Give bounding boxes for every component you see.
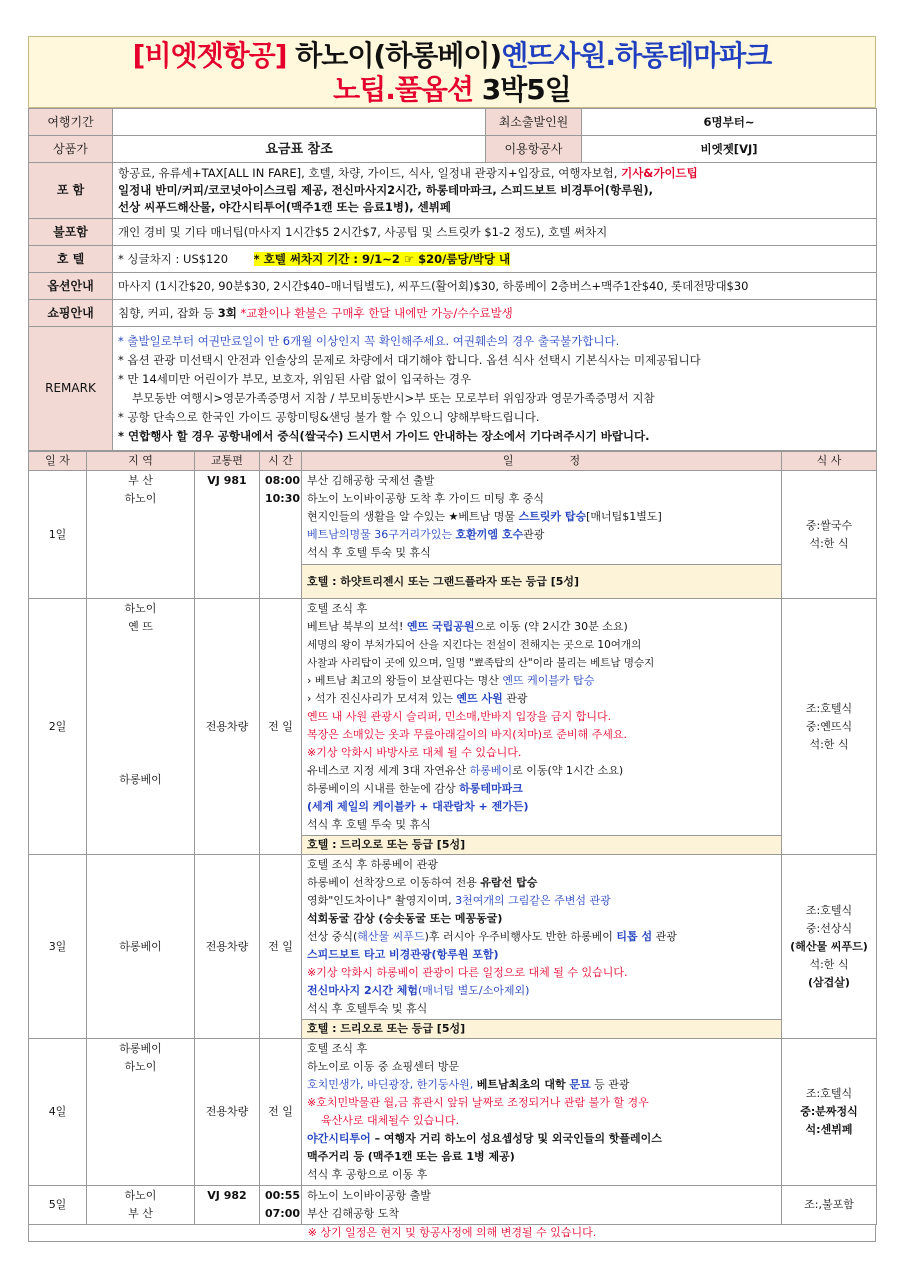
title-airline: [비엣젯항공]	[132, 39, 287, 72]
exclude-label: 불포함	[29, 219, 113, 246]
day4-tour: 등 관광	[590, 1078, 630, 1091]
day4-citytour: 야간시티투어	[307, 1132, 371, 1145]
day2-region-3: 하롱베이	[119, 773, 162, 786]
day1-schedule	[302, 471, 782, 565]
day1-time-2: 10:30	[265, 492, 301, 505]
day1-line-3: 현지인들의 생활을 알 수있는 ★베트남 명물	[307, 510, 519, 523]
day3-titop: 티톱 섬	[616, 930, 653, 943]
day4-transport: 전용차량	[195, 1039, 260, 1186]
day1-meal-2: 석:한 식	[809, 536, 849, 550]
day3-line-3: 영화"인도차이나" 촬영지이며,	[307, 894, 456, 907]
day3-massage: 전신마사지 2시간 체험	[307, 984, 418, 997]
day3-meal-3: (해산물 씨푸드)	[790, 939, 868, 953]
day3-meal-2: 중:선상식	[805, 921, 853, 935]
header-meal: 식 사	[782, 452, 877, 471]
day2-line-9: ※기상 악화시 바방사로 대체 될 수 있습니다.	[307, 746, 522, 759]
day3-schedule	[302, 855, 782, 1020]
day3-massage-note: (매너팁 별도/소아제외)	[417, 984, 530, 997]
info-table	[28, 108, 877, 451]
day2-themepark: 하롱테마파크	[459, 782, 523, 795]
day2-line-1: 호텔 조식 후	[307, 602, 368, 615]
day3-line-9: 석식 후 호텔투숙 및 휴식	[307, 1002, 428, 1015]
day1-line-1: 부산 김해공항 국제선 출발	[307, 474, 435, 487]
day2-transport: 전용차량	[195, 599, 260, 855]
min-value: 6명부터~	[582, 109, 877, 136]
page	[28, 36, 876, 1242]
day2-temple-tour: 관광	[502, 692, 528, 705]
day2-line-10: 유네스코 지정 세계 3대 자연유산	[307, 764, 470, 777]
day2-cablecar: 옌뜨 케이블카 탑승	[502, 674, 595, 687]
day3-meal-5: (삼겹살)	[808, 975, 850, 989]
shop-count: 3회	[217, 305, 237, 320]
day3-cruise: 유람선 탑승	[480, 876, 538, 889]
day1-lake: 호환끼엠 호수	[455, 528, 524, 541]
hotel-surcharge: * 호텔 써차지 기간 : 9/1~2 ☞ $20/룸당/박당 내	[253, 251, 511, 266]
day2-label: 2일	[29, 599, 87, 855]
day4-munmyo: 문묘	[569, 1078, 591, 1091]
day1-line-5: 석식 후 호텔 투숙 및 휴식	[307, 546, 431, 559]
day1-meal-1: 중:쌀국수	[805, 518, 853, 532]
day3-line-4: 석회동굴 감상 (승솟동굴 또는 메꽁동굴)	[307, 912, 503, 925]
include-line-2: 일정내 반미/커피/코코넛아이스크림 제공, 전신마사지2시간, 하롱테마파크, 스피드보트 비경투어(항루원),	[118, 183, 653, 197]
day2-line-12: (세계 제일의 케이블카 + 대관람차 + 젠가든)	[307, 800, 529, 813]
day3-titop-tour: 관광	[652, 930, 677, 943]
hotel-label: 호 텔	[29, 246, 113, 273]
day1-line-4: 베트남의명물 36구거리가있는	[307, 528, 456, 541]
min-label: 최소출발인원	[486, 109, 582, 136]
footer-note: ※ 상기 일정은 현지 및 항공사정에 의해 변경될 수 있습니다.	[28, 1225, 876, 1242]
remark-line-6: * 연합행사 할 경우 공항내에서 중식(쌀국수) 드시면서 가이드 안내하는 장소에서 기다려주시기 바랍니다.	[118, 428, 650, 443]
day2-meal-3: 석:한 식	[809, 737, 849, 751]
header-schedule: 일 정	[302, 452, 782, 471]
day1-label: 1일	[29, 471, 87, 599]
shop-note: *교환이나 환불은 구매후 한달 내에만 가능/수수료발생	[236, 305, 513, 320]
day3-line-6: 스피드보트 타고 비경관광(항루원 포함)	[307, 948, 499, 961]
day3-line-7: ※기상 악화시 하롱베이 관광이 다른 일정으로 대체 될 수 있습니다.	[307, 966, 628, 979]
period-label: 여행기간	[29, 109, 113, 136]
day2-time: 전 일	[260, 599, 302, 855]
include-line-3: 선상 씨푸드해산물, 야간시티투어(맥주1캔 또는 음료1병), 센뷔페	[118, 200, 451, 214]
remark-value	[113, 327, 877, 451]
day3-region: 하롱베이	[87, 855, 195, 1039]
hotel-single: * 싱글차지 : US$120	[118, 251, 229, 266]
day4-meals	[782, 1039, 877, 1186]
day4-region	[87, 1039, 195, 1186]
day2-halong-move: 로 이동(약 1시간 소요)	[512, 764, 624, 777]
day4-line-2: 하노이로 이동 중 쇼핑센터 방문	[307, 1060, 460, 1073]
hotel-value	[113, 246, 877, 273]
day2-line-8: 복장은 소매있는 옷과 무릎아래길이의 바지(치마)로 준비해 주세요.	[307, 728, 627, 741]
day2-line-5: › 베트남 최고의 왕들이 보살핀다는 명산	[307, 674, 503, 687]
include-label: 포 함	[29, 163, 113, 219]
day2-meal-1: 조:호텔식	[805, 701, 853, 715]
itinerary-table	[28, 451, 877, 1225]
day2-schedule	[302, 599, 782, 836]
header-time: 시 간	[260, 452, 302, 471]
shop-items: 침향, 커피, 잡화 등	[118, 305, 218, 320]
remark-line-4: 부모동반 여행시>영문가족증명서 지참 / 부모비동반시>부 또는 모로부터 위임장과 영문가족증명서 지참	[132, 390, 655, 405]
day1-region	[87, 471, 195, 599]
day3-line-5: 선상 중식(	[307, 930, 358, 943]
header-region: 지 역	[87, 452, 195, 471]
include-line-1: 항공료, 유류세+TAX[ALL IN FARE], 호텔, 차량, 가이드, 식사, 일정내 관광지+입장료, 여행자보험,	[118, 166, 622, 180]
day5-line-1: 하노이 노이바이공항 출발	[307, 1189, 431, 1202]
day4-time: 전 일	[260, 1039, 302, 1186]
day4-line-6: – 여행자 거리 하노이 성요셉성당 및 외국인들의 핫플레이스	[370, 1132, 662, 1145]
header-day: 일 자	[29, 452, 87, 471]
shop-value	[113, 300, 877, 327]
day3-meal-1: 조:호텔식	[805, 903, 853, 917]
day4-line-1: 호텔 조식 후	[307, 1042, 368, 1055]
day4-line-7: 맥주거리 등 (맥주1캔 또는 음료 1병 제공)	[307, 1150, 515, 1163]
include-value	[113, 163, 877, 219]
day3-islands: 3천여개의 그림같은 주변섬 관광	[455, 894, 611, 907]
day5-transport: VJ 982	[195, 1186, 260, 1225]
day3-time: 전 일	[260, 855, 302, 1039]
day5-schedule	[302, 1186, 782, 1225]
exclude-value: 개인 경비 및 기타 매너팁(마사지 1시간$5 2시간$7, 사공팁 및 스트릿카 $1-2 정도), 호텔 써차지	[113, 219, 877, 246]
title-highlight: 옌뜨사원.하롱테마파크	[501, 39, 772, 72]
day1-line-2: 하노이 노이바이공항 도착 후 가이드 미팅 후 중식	[307, 492, 544, 505]
day5-region	[87, 1186, 195, 1225]
day2-meals	[782, 599, 877, 855]
day2-move: 으로 이동 (약 2시간 30분 소요)	[474, 620, 628, 633]
title-duration: 3박5일	[473, 73, 571, 106]
include-tip: 기사&가이드팁	[621, 166, 698, 180]
day2-line-4: 사찰과 사리탑이 곳에 있으며, 일명 "뾰족탑의 산"이라 불리는 베트남 명승지	[307, 657, 655, 669]
day3-transport: 전용차량	[195, 855, 260, 1039]
day2-temple: 옌뜨 사원	[456, 692, 503, 705]
day4-schedule	[302, 1039, 782, 1186]
remark-line-2: * 옵션 관광 미선택시 안전과 인솔상의 문제로 차량에서 대기해야 합니다. 옵션 식사 선택시 기본식사는 미제공됩니다	[118, 352, 701, 367]
option-label: 옵션안내	[29, 273, 113, 300]
header-transport: 교통편	[195, 452, 260, 471]
day2-region-1: 하노이	[124, 602, 157, 615]
day5-meal: 조:,불포함	[782, 1186, 877, 1225]
option-value: 마사지 (1시간$20, 90분$30, 2시간$40–매너팁별도), 씨푸드(활어회)$30, 하롱베이 2층버스+맥주1잔$40, 롯데전망대$30	[113, 273, 877, 300]
day4-label: 4일	[29, 1039, 87, 1186]
title-notip: 노팁.풀옵션	[333, 73, 474, 106]
day3-meal-4: 석:한 식	[809, 957, 849, 971]
day1-tip: [매너팁$1별도]	[586, 510, 662, 523]
day1-transport: VJ 981	[195, 471, 260, 599]
day4-line-5: 육산사로 대체될수 있습니다.	[321, 1114, 460, 1127]
day3-label: 3일	[29, 855, 87, 1039]
day4-meal-1: 조:호텔식	[805, 1087, 853, 1100]
day2-hotel: 호텔 : 드리오로 또는 등급 [5성]	[302, 836, 782, 855]
day4-region-1: 하롱베이	[119, 1042, 162, 1055]
day5-region-2: 부 산	[128, 1207, 153, 1220]
day2-line-11: 하롱베이의 시내를 한눈에 감상	[307, 782, 460, 795]
day3-line-2: 하롱베이 선착장으로 이동하여 전용	[307, 876, 481, 889]
day5-time-2: 07:00	[265, 1207, 301, 1220]
remark-line-3: * 만 14세미만 어린이가 부모, 보호자, 위임된 사람 없이 입국하는 경우	[118, 371, 472, 386]
day2-line-13: 석식 후 호텔 투숙 및 휴식	[307, 818, 431, 831]
day4-line-8: 석식 후 공항으로 이동 후	[307, 1168, 428, 1181]
day5-label: 5일	[29, 1186, 87, 1225]
day4-region-2: 하노이	[124, 1060, 157, 1073]
title-destination: 하노이(하롱베이)	[286, 39, 502, 72]
day4-meal-2: 중:분짜정식	[800, 1105, 858, 1118]
day2-meal-2: 중:옌뜨식	[805, 719, 853, 733]
day5-region-1: 하노이	[124, 1189, 157, 1202]
day1-time	[260, 471, 302, 599]
day1-meals	[782, 471, 877, 599]
day1-region-1: 부 산	[128, 474, 153, 487]
day2-region	[87, 599, 195, 855]
day1-region-2: 하노이	[124, 492, 157, 505]
day5-line-2: 부산 김해공항 도착	[307, 1207, 400, 1220]
shop-label: 쇼핑안내	[29, 300, 113, 327]
period-value	[113, 109, 486, 136]
day3-line-1: 호텔 조식 후 하롱베이 관광	[307, 858, 438, 871]
day2-park: 옌뜨 국립공원	[406, 620, 475, 633]
day2-line-6: › 석가 진신사리가 모셔져 있는	[307, 692, 457, 705]
day3-line-5b: )후 러시아 우주비행사도 반한 하롱베이	[424, 930, 617, 943]
day4-line-4: ※호치민박물관 월,금 휴관시 앞뒤 날짜로 조정되거나 관람 불가 할 경우	[307, 1096, 649, 1109]
day2-line-3: 세명의 왕이 부처가되어 산을 지킨다는 전설이 전해지는 곳으로 10여개의	[307, 639, 642, 651]
day1-time-1: 08:00	[265, 474, 301, 487]
day2-line-7: 옌뜨 내 사원 관광시 슬리퍼, 민소매,반바지 입장을 금지 합니다.	[307, 710, 612, 723]
day3-meals	[782, 855, 877, 1039]
price-label: 상품가	[29, 136, 113, 163]
day4-meal-3: 석:센뷔페	[805, 1123, 853, 1136]
day2-line-2: 베트남 북부의 보석!	[307, 620, 407, 633]
airline-label: 이용항공사	[486, 136, 582, 163]
remark-line-5: * 공항 단속으로 한국인 가이드 공항미팅&샌딩 불가 할 수 있으니 양해부탁드립니다.	[118, 409, 540, 424]
day1-tour: 관광	[523, 528, 545, 541]
day5-time	[260, 1186, 302, 1225]
day1-streetcar: 스트릿카 탑승	[518, 510, 587, 523]
day4-line-3: 호치민생가, 바딘광장, 한기둥사원,	[307, 1078, 477, 1091]
day2-halong: 하롱베이	[469, 764, 513, 777]
day5-time-1: 00:55	[265, 1189, 301, 1202]
remark-label: REMARK	[29, 327, 113, 451]
airline-value: 비엣젯[VJ]	[582, 136, 877, 163]
remark-line-1: * 출발일로부터 여권만료일이 만 6개월 이상인지 꼭 확인해주세요. 여권훼손의 경우 출국불가합니다.	[118, 333, 620, 348]
day2-region-2: 옌 뜨	[128, 620, 153, 633]
price-value: 요금표 참조	[113, 136, 486, 163]
day4-university: 베트남최초의 대학	[476, 1078, 570, 1091]
day3-seafood: 해산물 씨푸드	[357, 930, 425, 943]
day1-hotel: 호텔 : 하얏트리젠시 또는 그랜드플라자 또는 등급 [5성]	[302, 565, 782, 599]
day3-hotel: 호텔 : 드리오로 또는 등급 [5성]	[302, 1020, 782, 1039]
page-title	[28, 36, 876, 108]
